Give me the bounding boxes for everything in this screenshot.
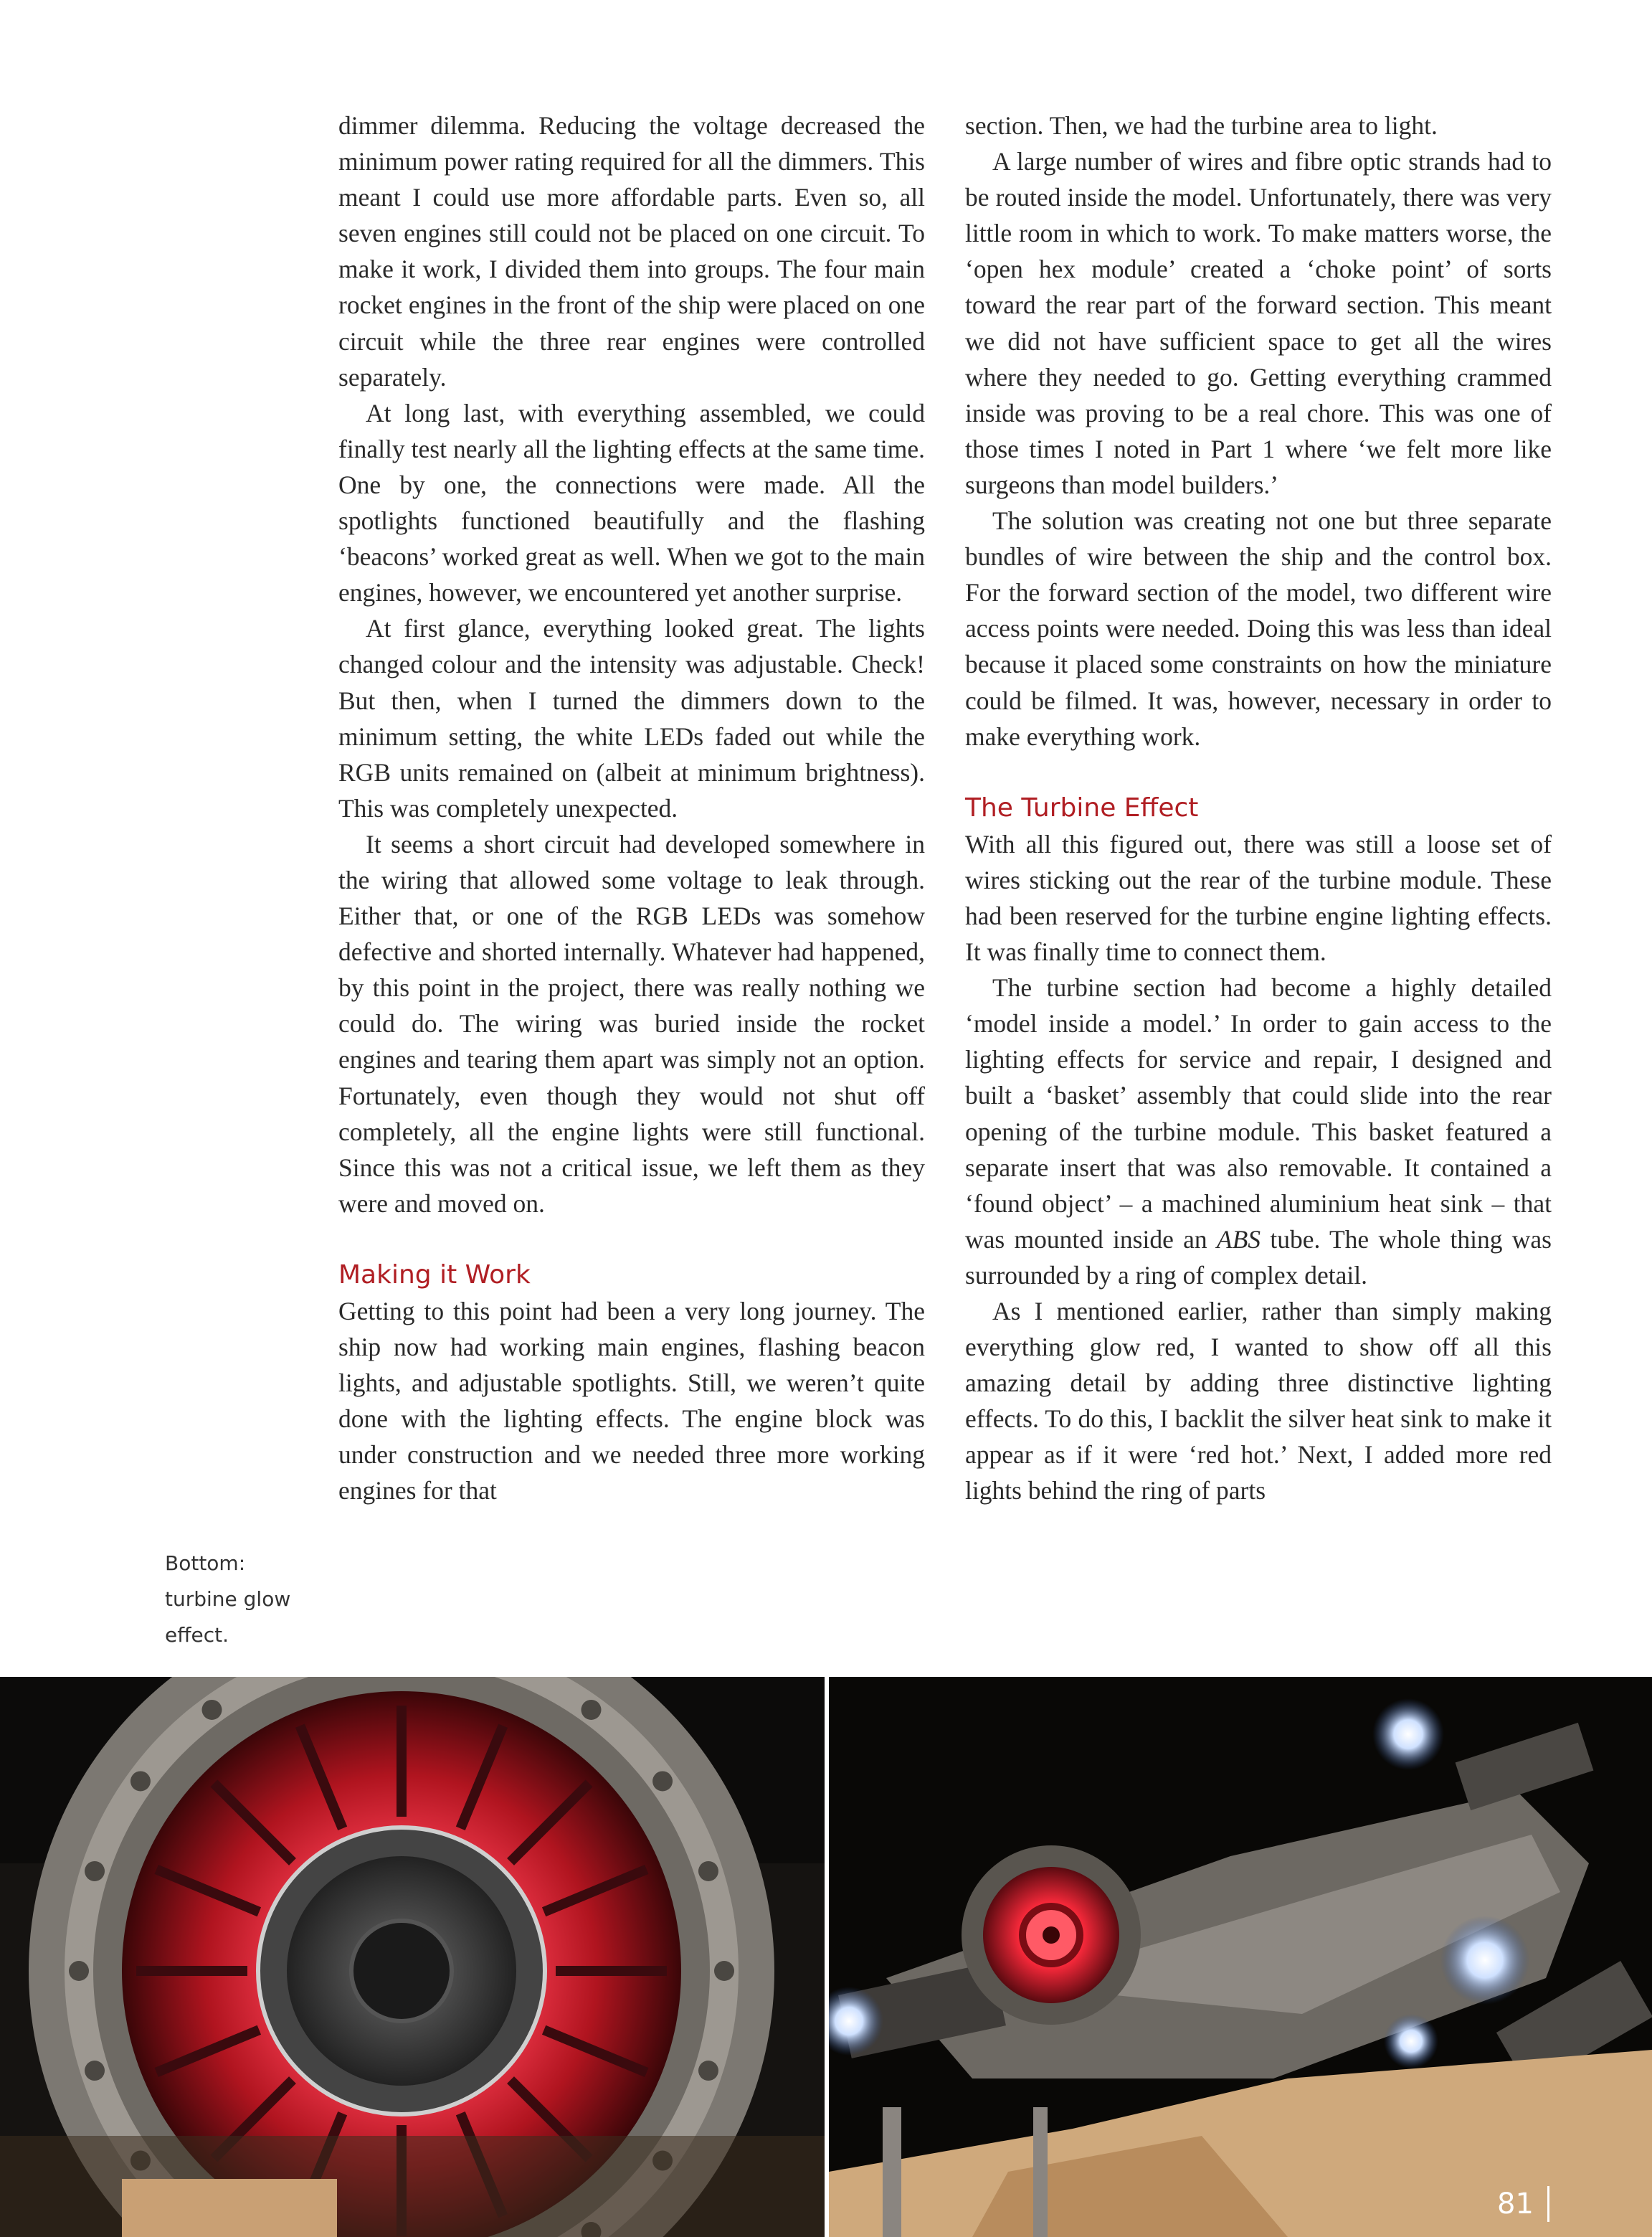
support-rod (883, 2107, 901, 2237)
ship-model-illustration (829, 1677, 1652, 2237)
right-text-column (965, 108, 1552, 1509)
bolt (85, 2061, 105, 2081)
paragraph: At long last, with everything assembled, we could finally test nearly all the lighting effects at the same time. One by one, the connections were made. All the spotlights functioned beautifully and the flashing ‘beacons’ worked great as well. When we got to the main engines, however, we encountered yet another surprise. (338, 398, 925, 607)
paragraph: A large number of wires and fibre optic strands had to be routed inside the model. Unfortunately, there was very little room in which to work. To make matters worse, the ‘open hex module’ created a ‘choke point’ of sorts toward the rear part of the forward section. This meant we did not have sufficient space to get all the wires where they needed to go. Getting everything crammed inside was proving to be a real chore. This was one of those times I noted in Part 1 where ‘we felt more like surgeons than model builders.’ (965, 147, 1552, 499)
italic-term: ABS (1216, 1224, 1261, 1254)
paragraph: dimmer dilemma. Reducing the voltage decreased the minimum power rating required for all the dimmers. This meant I could use more affordable parts. Even so, all seven engines still could not be placed on one circuit. To make it work, I divided them into groups. The four main rocket engines in the front of the ship were placed on one circuit while the three rear engines were controlled separately. (338, 111, 925, 392)
left-text-column (338, 108, 925, 1509)
bolt (130, 1771, 151, 1791)
caption-line: effect. (165, 1623, 229, 1647)
heat-sink-hub (351, 1921, 452, 2021)
bolt (652, 1771, 673, 1791)
paragraph (965, 970, 1552, 1293)
bolt (698, 2061, 718, 2081)
paragraph: It seems a short circuit had developed somewhere in the wiring that allowed some voltage to leak through. Either that, or one of the RGB LEDs was somehow defective and shorted internally. Whatever had happened, by this point in the project, there was really nothing we could do. The wiring was buried inside the rocket engines and tearing them apart was simply not an option. Fortunately, even though they would not shut off completely, all the engine lights were still functional. Since this was not a critical issue, we left them as they were and moved on. (338, 829, 925, 1218)
bolt (714, 1961, 734, 1981)
ship-model-photo (829, 1677, 1652, 2237)
paragraph: As I mentioned earlier, rather than simply making everything glow red, I wanted to show off all this amazing detail by adding three distinctive lighting effects. To do this, I backlit the silver heat sink to make it appear as if it were ‘red hot.’ Next, I added more red lights behind the ring of parts (965, 1297, 1552, 1505)
section-heading: Making it Work (338, 1259, 531, 1290)
paragraph: With all this figured out, there was still a loose set of wires sticking out the rear of the turbine module. These had been reserved for the turbine engine lighting effects. It was finally time to connect them. (965, 829, 1552, 967)
wooden-stand (122, 2179, 337, 2237)
section-heading: The Turbine Effect (965, 793, 1199, 823)
bolt (698, 1861, 718, 1881)
page-number: 81 (1497, 2188, 1534, 2221)
engine-glow-icon (1440, 1916, 1529, 2005)
paragraph: At first glance, everything looked great. The lights changed colour and the intensity was adjustable. Check! But then, when I turned the dimmers down to the minimum setting, the white LEDs faded out while the RGB units remained on (albeit at minimum brightness). This was completely unexpected. (338, 614, 925, 823)
turbine-closeup-illustration (0, 1677, 825, 2237)
engine-glow-icon (1384, 2014, 1438, 2068)
paragraph-text: tube. The whole thing was surrounded by a ring of complex detail. (965, 1224, 1552, 1290)
paragraph: Getting to this point had been a very long journey. The ship now had working main engines, flashing beacon lights, and adjustable spotlights. Still, we weren’t quite done with the lighting effects. The engine block was under construction and we needed three more working engines for that (338, 1297, 925, 1505)
section-gap (965, 755, 1552, 790)
paragraph: The solution was creating not one but three separate bundles of wire between the ship and the control box. For the forward section of the model, two different wire access points were needed. Doing this was less than ideal because it placed some constraints on how the miniature could be filmed. It was, however, necessary in order to make everything work. (965, 506, 1552, 751)
engine-glow-icon (1372, 1698, 1444, 1770)
bolt (69, 1961, 89, 1981)
folio-divider (1547, 2186, 1549, 2222)
paragraph-text: The turbine section had become a highly detailed ‘model inside a model.’ In order to gain access to the lighting effects for service and repair, I designed and built a ‘basket’ assembly that could slide into the rear opening of the turbine module. This basket featured a separate insert that was also removable. It contained a ‘found object’ – a machined aluminium heat sink – that was mounted inside an (965, 973, 1552, 1254)
turbine-closeup-photo (0, 1677, 825, 2237)
bolt (581, 1700, 602, 1720)
support-rod (1033, 2107, 1048, 2237)
bolt (201, 1700, 222, 1720)
paragraph: section. Then, we had the turbine area to light. (965, 111, 1438, 140)
caption-line: turbine glow (165, 1587, 291, 1611)
caption-line: Bottom: (165, 1551, 246, 1575)
photo-caption (165, 1546, 301, 1653)
bolt (85, 1861, 105, 1881)
section-gap (338, 1221, 925, 1257)
